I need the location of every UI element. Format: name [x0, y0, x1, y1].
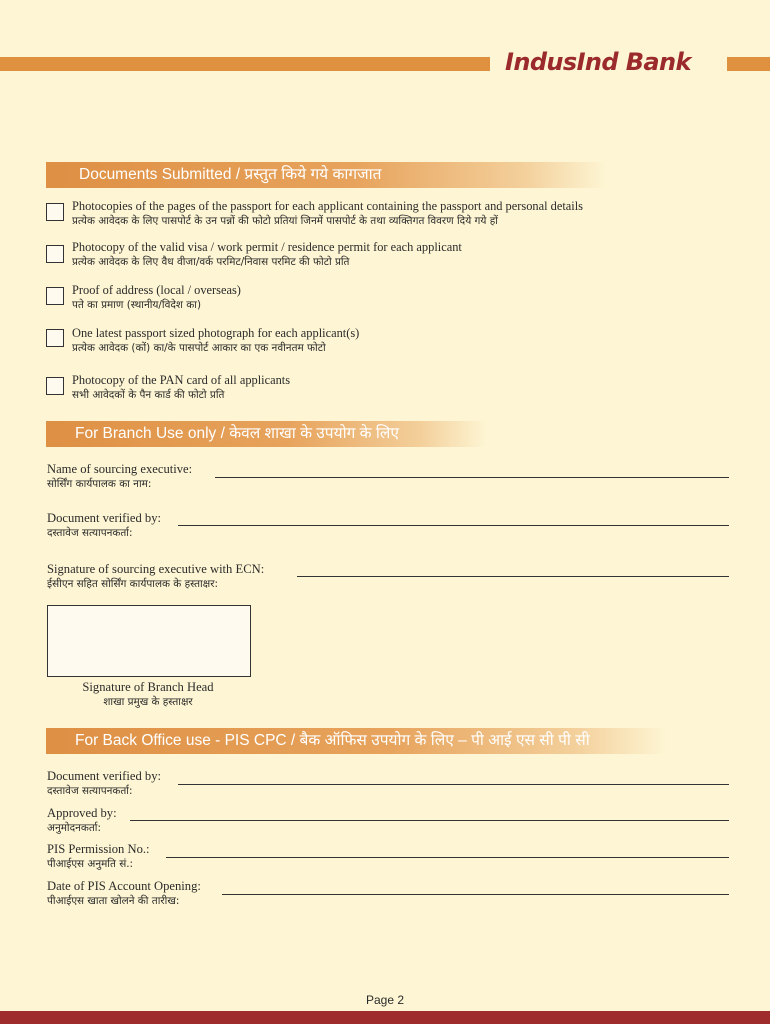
field-label-document-verified — [47, 511, 161, 541]
field-label-approved-by — [47, 806, 117, 836]
checkbox-address-proof[interactable] — [46, 287, 64, 305]
bank-logo: IndusInd Bank — [505, 48, 691, 76]
field-label-pis-date — [47, 879, 201, 909]
header-band-left — [0, 57, 490, 71]
field-label-hi: पीआईएस अनुमति सं.: — [47, 858, 134, 870]
checkbox-passport-pages[interactable] — [46, 203, 64, 221]
bo-document-verified-by-field[interactable] — [178, 784, 729, 785]
field-label-hi: सोर्सिंग कार्यपालक का नाम: — [47, 478, 152, 490]
checklist-item-en: Photocopy of the PAN card of all applicants — [72, 373, 291, 387]
field-label-sourcing-executive — [47, 462, 192, 492]
checklist-item-en: Photocopies of the pages of the passport for each applicant containing the passport and personal details — [72, 199, 583, 213]
checkbox-photograph[interactable] — [46, 329, 64, 347]
field-label-en: Approved by: — [47, 806, 117, 820]
section-title-branch: For Branch Use only / केवल शाखा के उपयोग के लिए — [75, 425, 399, 442]
checkbox-pan-card[interactable] — [46, 377, 64, 395]
field-label-en: Date of PIS Account Opening: — [47, 879, 201, 893]
checklist-item-visa-permit — [72, 240, 462, 269]
field-label-hi: ईसीएन सहित सोर्सिंग कार्यपालक के हस्ताक्षर: — [47, 578, 218, 590]
checkbox-visa-permit[interactable] — [46, 245, 64, 263]
field-label-en: Signature of sourcing executive with ECN: — [47, 562, 265, 576]
checklist-item-en: Photocopy of the valid visa / work permit / residence permit for each applicant — [72, 240, 462, 254]
checklist-item-hi: प्रत्येक आवेदक (कों) का/के पासपोर्ट आकार का एक नवीनतम फोटो — [72, 342, 326, 354]
section-header-back-office — [46, 728, 666, 754]
branch-head-signature-caption — [47, 680, 249, 709]
field-label-bo-document-verified — [47, 769, 161, 799]
sourcing-executive-name-field[interactable] — [215, 477, 729, 478]
approved-by-field[interactable] — [130, 820, 729, 821]
section-title-documents: Documents Submitted / प्रस्तुत किये गये कागजात — [79, 166, 382, 183]
checklist-item-hi: सभी आवेदकों के पैन कार्ड की फोटो प्रति — [72, 389, 225, 401]
branch-head-signature-box[interactable] — [47, 605, 251, 677]
field-label-en: Document verified by: — [47, 769, 162, 783]
checklist-item-pan-card — [72, 373, 290, 402]
section-title-back-office: For Back Office use - PIS CPC / बैक ऑफिस उपयोग के लिए – पी आई एस सी पी सी — [75, 732, 590, 749]
checklist-item-hi: पते का प्रमाण (स्थानीय/विदेश का) — [72, 299, 202, 311]
field-label-hi: दस्तावेज सत्यापनकर्ता: — [47, 527, 133, 539]
field-label-en: Name of sourcing executive: — [47, 462, 193, 476]
signature-caption-hi: शाखा प्रमुख के हस्ताक्षर — [103, 696, 193, 708]
checklist-item-address-proof — [72, 283, 241, 312]
field-label-hi: अनुमोदनकर्ता: — [47, 822, 101, 834]
field-label-hi: दस्तावेज सत्यापनकर्ता: — [47, 785, 133, 797]
field-label-sourcing-signature — [47, 562, 264, 592]
checklist-item-hi: प्रत्येक आवेदक के लिए पासपोर्ट के उन पन्नों की फोटो प्रतियां जिनमें पासपोर्ट के तथा व्यक्तिगत विवरण दिये गये हों — [72, 215, 498, 227]
checklist-item-photograph — [72, 326, 359, 355]
pis-account-opening-date-field[interactable] — [222, 894, 729, 895]
checklist-item-passport-pages — [72, 199, 583, 228]
sourcing-executive-signature-field[interactable] — [297, 576, 729, 577]
footer-bar — [0, 1011, 770, 1024]
section-header-documents — [46, 162, 606, 188]
page-number: Page 2 — [366, 993, 405, 1007]
checklist-item-en: One latest passport sized photograph for each applicant(s) — [72, 326, 360, 340]
pis-permission-number-field[interactable] — [166, 857, 729, 858]
checklist-item-en: Proof of address (local / overseas) — [72, 283, 241, 297]
field-label-en: PIS Permission No.: — [47, 842, 150, 856]
checklist-item-hi: प्रत्येक आवेदक के लिए वैध वीजा/वर्क परमिट/निवास परमिट की फोटो प्रति — [72, 256, 350, 268]
section-header-branch — [46, 421, 486, 447]
document-verified-by-field[interactable] — [178, 525, 729, 526]
field-label-pis-permission — [47, 842, 150, 872]
signature-caption-en: Signature of Branch Head — [82, 680, 214, 694]
header-band-right — [727, 57, 770, 71]
field-label-hi: पीआईएस खाता खोलने की तारीख: — [47, 895, 180, 907]
field-label-en: Document verified by: — [47, 511, 162, 525]
